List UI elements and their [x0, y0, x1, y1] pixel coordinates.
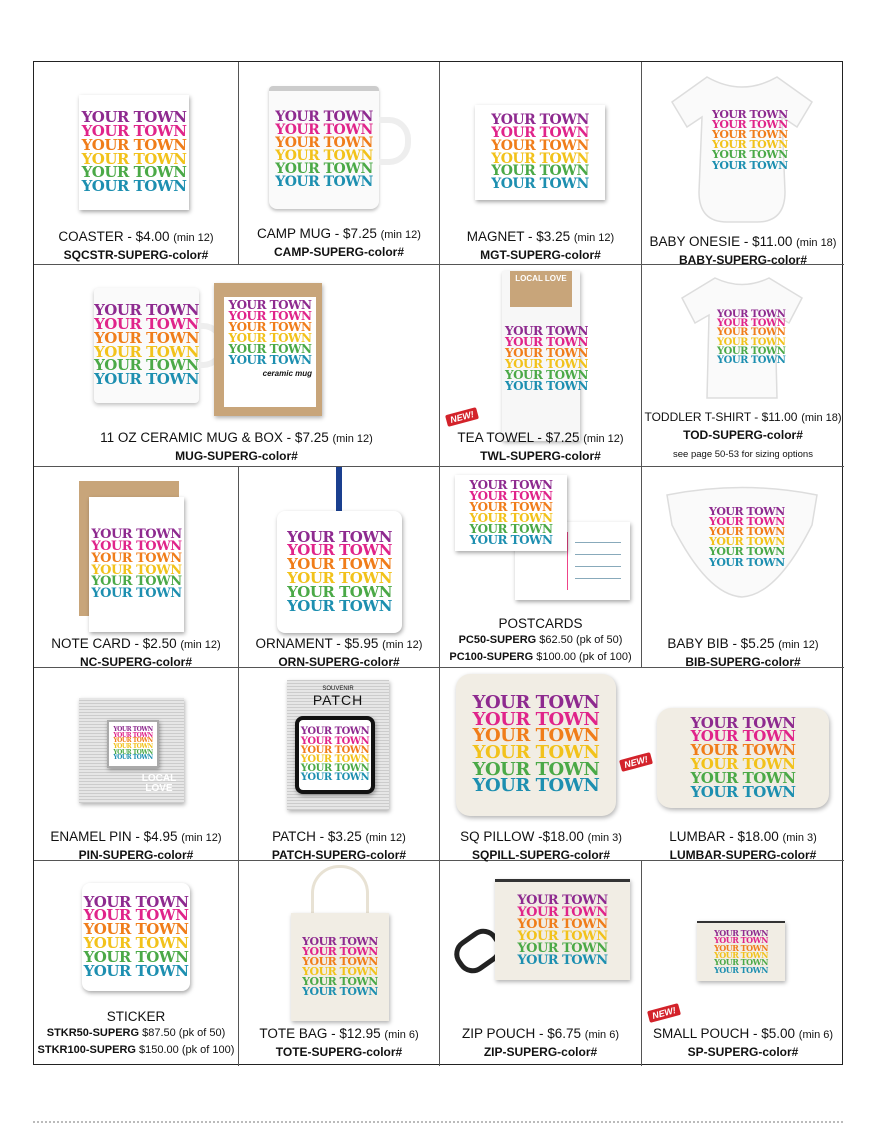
zip-pouch-image [495, 879, 630, 980]
bib-caption [642, 635, 844, 671]
tote-bag-image [291, 913, 389, 1021]
pack-price: $62.50 (pk of 50) [539, 634, 623, 646]
tea-towel-image [502, 271, 588, 441]
sticker-caption [34, 1008, 238, 1059]
product-sku: CAMP-SUPERG-color# [273, 245, 404, 259]
your-town-graphic: YOUR TOWN YOUR TOWN YOUR TOWN YOUR TOWN YOUR TOWN YOUR TOWN [712, 108, 788, 172]
product-name: BABY ONESIE - $11.00 [649, 234, 793, 249]
pack-price: $87.50 (pk of 50) [142, 1027, 226, 1039]
postcards-caption [440, 615, 641, 666]
product-sku: TOTE-SUPERG-color# [275, 1045, 403, 1059]
cell-small-pouch [642, 861, 844, 1066]
camp-mug-image [269, 86, 379, 209]
product-name: TODDLER T-SHIRT - $11.00 [644, 410, 798, 424]
minimum: (min 12) [181, 832, 222, 844]
minimum: (min 12) [583, 433, 624, 445]
new-badge: NEW! [647, 1003, 681, 1023]
ceramic-mug-image [94, 288, 199, 403]
your-town-graphic: YOUR TOWN YOUR TOWN YOUR TOWN YOUR TOWN YOUR TOWN YOUR TOWN [717, 309, 786, 366]
cell-ornament [239, 467, 440, 668]
product-name: COASTER - $4.00 [58, 229, 170, 244]
camp-mug-caption [239, 225, 439, 261]
minimum: (min 12) [365, 832, 406, 844]
your-town-graphic: YOUR TOWN YOUR TOWN YOUR TOWN YOUR TOWN YOUR TOWN YOUR TOWN [83, 892, 189, 980]
your-town-graphic: YOUR TOWN YOUR TOWN YOUR TOWN YOUR TOWN YOUR TOWN YOUR TOWN [287, 527, 392, 615]
toddler-caption [642, 408, 844, 463]
your-town-graphic: YOUR TOWN YOUR TOWN YOUR TOWN YOUR TOWN YOUR TOWN YOUR TOWN [275, 109, 373, 190]
cell-magnet [440, 62, 642, 265]
pack-price: $150.00 (pk of 100) [139, 1044, 235, 1056]
product-name: 11 OZ CERAMIC MUG & BOX - $7.25 [100, 430, 329, 445]
minimum: (min 3) [782, 832, 817, 844]
minimum: (min 18) [796, 237, 837, 249]
product-sku: PATCH-SUPERG-color# [271, 848, 407, 862]
product-name: MAGNET - $3.25 [466, 229, 571, 244]
patch-header-big: PATCH [312, 692, 364, 708]
product-sku: BABY-SUPERG-color# [678, 253, 808, 267]
patch-caption [239, 828, 439, 864]
product-name: ORNAMENT - $5.95 [255, 636, 379, 651]
minimum: (min 12) [778, 639, 819, 651]
ribbon [336, 467, 342, 515]
pack-sku: STKR100-SUPERG [37, 1044, 136, 1056]
cell-zip-pouch [440, 861, 642, 1066]
product-sku: NC-SUPERG-color# [79, 655, 192, 669]
your-town-graphic: YOUR TOWN YOUR TOWN YOUR TOWN YOUR TOWN YOUR TOWN YOUR TOWN [469, 477, 553, 548]
minimum: (min 12) [382, 639, 423, 651]
tote-caption [239, 1025, 439, 1061]
cell-ceramic-mug [34, 265, 440, 467]
product-sku: MUG-SUPERG-color# [175, 449, 298, 463]
cell-enamel-pin [34, 668, 239, 861]
product-name: STICKER [106, 1009, 166, 1024]
small-pouch-caption [642, 1025, 844, 1061]
minimum: (min 18) [801, 412, 842, 424]
local-love-tag: LOCAL LOVE [141, 773, 177, 794]
magnet-caption [440, 228, 641, 264]
onesie-caption [642, 233, 844, 269]
cell-baby-onesie [642, 62, 844, 265]
minimum: (min 12) [173, 232, 214, 244]
pin-image [107, 720, 159, 768]
your-town-graphic: YOUR TOWN YOUR TOWN YOUR TOWN YOUR TOWN YOUR TOWN YOUR TOWN [94, 301, 199, 389]
tea-towel-caption [440, 429, 641, 465]
cell-note-card [34, 467, 239, 668]
minimum: (min 6) [798, 1029, 834, 1041]
your-town-graphic: YOUR TOWN YOUR TOWN YOUR TOWN YOUR TOWN YOUR TOWN YOUR TOWN [228, 298, 312, 368]
your-town-graphic: YOUR TOWN YOUR TOWN YOUR TOWN YOUR TOWN YOUR TOWN YOUR TOWN [81, 108, 187, 196]
product-name: LUMBAR - $18.00 [669, 829, 779, 844]
minimum: (min 6) [384, 1029, 419, 1041]
sticker-image [82, 883, 190, 991]
cell-toddler-tshirt [642, 265, 844, 467]
product-name: TOTE BAG - $12.95 [259, 1026, 381, 1041]
your-town-graphic: YOUR TOWN YOUR TOWN YOUR TOWN YOUR TOWN YOUR TOWN YOUR TOWN [302, 934, 378, 999]
coaster-caption [34, 228, 238, 264]
cell-patch [239, 668, 440, 861]
pack-sku: PC100-SUPERG [449, 651, 534, 663]
small-pouch-image [697, 921, 785, 981]
product-name: SMALL POUCH - $5.00 [652, 1026, 796, 1041]
product-sku: TWL-SUPERG-color# [480, 449, 601, 463]
pack-line-1 [440, 632, 641, 649]
product-sku: ZIP-SUPERG-color# [483, 1045, 598, 1059]
product-sku: ORN-SUPERG-color# [278, 655, 400, 669]
product-sku: SQCSTR-SUPERG-color# [63, 248, 209, 262]
product-name: NOTE CARD - $2.50 [51, 636, 177, 651]
product-grid [33, 61, 843, 1065]
product-name: BABY BIB - $5.25 [667, 636, 775, 651]
pin-caption [34, 828, 238, 864]
pack-line-1 [34, 1025, 238, 1042]
product-sku: MGT-SUPERG-color# [480, 248, 601, 262]
patch-image [295, 716, 375, 794]
note-card-caption [34, 635, 238, 671]
product-name: SQ PILLOW -$18.00 [460, 829, 584, 844]
cell-sticker [34, 861, 239, 1066]
your-town-graphic: YOUR TOWN YOUR TOWN YOUR TOWN YOUR TOWN YOUR TOWN YOUR TOWN [709, 505, 785, 569]
patch-card-image [287, 680, 389, 810]
cell-tea-towel [440, 265, 642, 467]
your-town-graphic: YOUR TOWN YOUR TOWN YOUR TOWN YOUR TOWN YOUR TOWN YOUR TOWN [472, 692, 600, 797]
pack-line-2 [440, 649, 641, 666]
coaster-image [79, 95, 189, 210]
minimum: (min 3) [587, 832, 622, 844]
cell-coaster [34, 62, 239, 265]
product-name: TEA TOWEL - $7.25 [457, 430, 580, 445]
product-sku: TOD-SUPERG-color# [683, 428, 803, 442]
your-town-graphic: YOUR TOWN YOUR TOWN YOUR TOWN YOUR TOWN YOUR TOWN YOUR TOWN [517, 893, 608, 968]
sq-pillow-image [456, 674, 616, 816]
new-badge: NEW! [445, 407, 479, 427]
product-name: CAMP MUG - $7.25 [257, 226, 377, 241]
product-sku: PIN-SUPERG-color# [78, 848, 194, 862]
postcard-front-image [455, 475, 567, 551]
your-town-graphic: YOUR TOWN YOUR TOWN YOUR TOWN YOUR TOWN YOUR TOWN YOUR TOWN [91, 526, 182, 602]
your-town-graphic: YOUR TOWN YOUR TOWN YOUR TOWN YOUR TOWN YOUR TOWN YOUR TOWN [690, 713, 796, 801]
new-badge: NEW! [619, 752, 653, 772]
minimum: (min 12) [180, 639, 221, 651]
cell-camp-mug [239, 62, 440, 265]
ornament-caption [239, 635, 439, 671]
your-town-graphic: YOUR TOWN YOUR TOWN YOUR TOWN YOUR TOWN YOUR TOWN YOUR TOWN [300, 726, 370, 784]
lumbar-caption [642, 828, 844, 864]
minimum: (min 6) [584, 1029, 620, 1041]
sizing-note: see page 50-53 for sizing options [673, 449, 813, 460]
mug-box-image [214, 283, 322, 416]
page-edge-dots [33, 1121, 843, 1123]
product-name: ENAMEL PIN - $4.95 [50, 829, 178, 844]
ceramic-mug-caption [34, 429, 439, 465]
cell-postcards [440, 467, 642, 668]
product-sku: LUMBAR-SUPERG-color# [669, 848, 817, 862]
product-name: POSTCARDS [498, 616, 583, 631]
product-name: ZIP POUCH - $6.75 [461, 1026, 582, 1041]
cell-baby-bib [642, 467, 844, 668]
note-card-image [89, 497, 184, 632]
pack-sku: PC50-SUPERG [458, 634, 537, 646]
cell-sq-pillow [440, 668, 649, 862]
your-town-graphic: YOUR TOWN YOUR TOWN YOUR TOWN YOUR TOWN YOUR TOWN YOUR TOWN [505, 324, 588, 394]
cell-lumbar-pillow [642, 668, 844, 861]
product-sku: BIB-SUPERG-color# [685, 655, 801, 669]
minimum: (min 12) [380, 229, 421, 241]
cell-tote-bag [239, 861, 440, 1066]
pin-card-image [79, 698, 184, 803]
ornament-image [277, 511, 402, 633]
minimum: (min 12) [573, 232, 615, 244]
pack-sku: STKR50-SUPERG [46, 1027, 140, 1039]
product-name: PATCH - $3.25 [272, 829, 362, 844]
pack-line-2 [34, 1042, 238, 1059]
your-town-graphic: YOUR TOWN YOUR TOWN YOUR TOWN YOUR TOWN YOUR TOWN YOUR TOWN [714, 927, 768, 975]
zip-pouch-caption [440, 1025, 641, 1061]
lumbar-pillow-image [657, 708, 829, 808]
minimum: (min 12) [332, 433, 373, 445]
box-label: ceramic mug [262, 369, 312, 379]
mug-handle [379, 117, 411, 165]
your-town-graphic: YOUR TOWN YOUR TOWN YOUR TOWN YOUR TOWN YOUR TOWN YOUR TOWN [113, 726, 153, 762]
pack-price: $100.00 (pk of 100) [536, 651, 632, 663]
product-sku: SQPILL-SUPERG-color# [471, 848, 611, 862]
patch-header-small: SOUVENIR [322, 686, 354, 692]
local-love-tag: LOCAL LOVE [510, 271, 572, 307]
product-sku: SP-SUPERG-color# [687, 1045, 799, 1059]
magnet-image [475, 105, 605, 200]
your-town-graphic: YOUR TOWN YOUR TOWN YOUR TOWN YOUR TOWN YOUR TOWN YOUR TOWN [491, 111, 589, 193]
sq-pillow-caption [440, 828, 642, 864]
